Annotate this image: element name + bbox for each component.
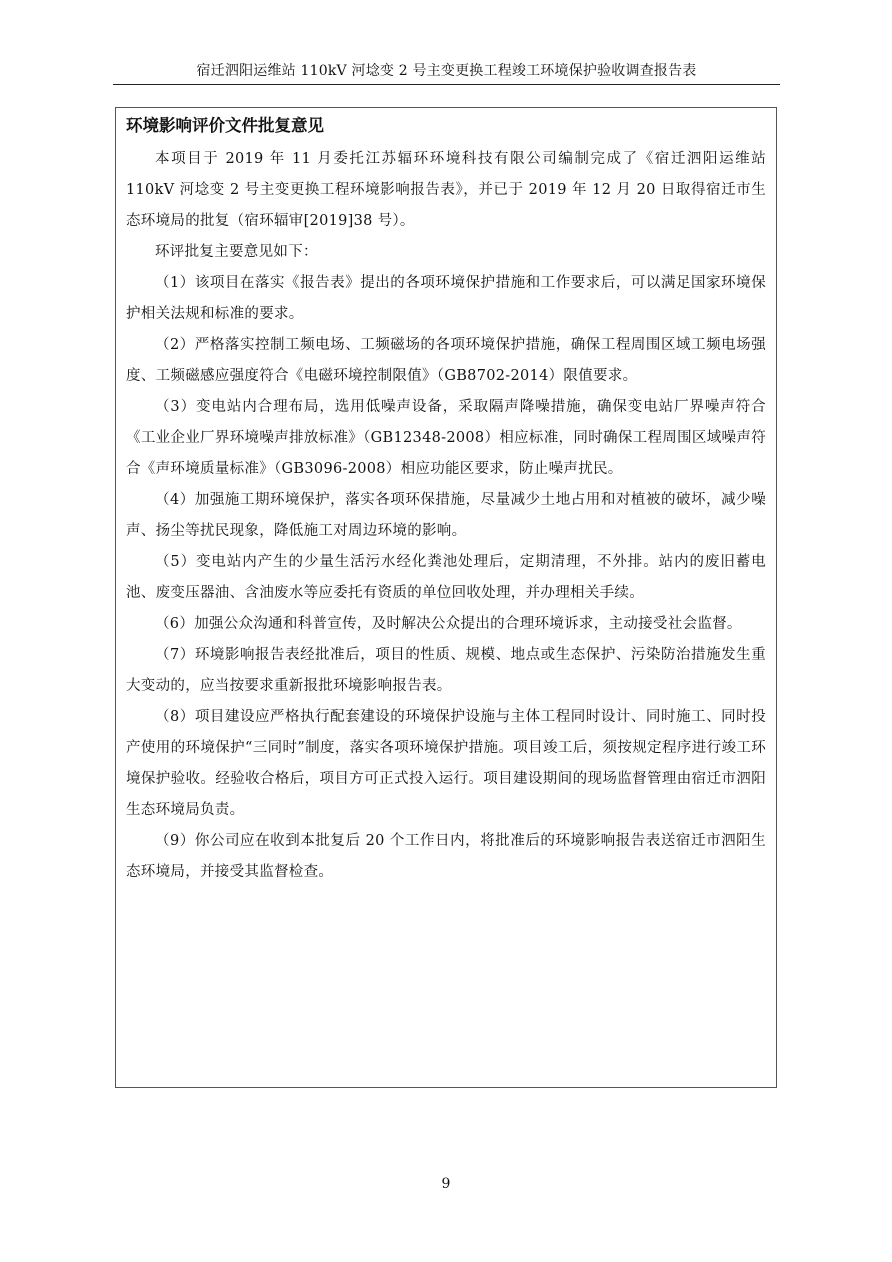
paragraph-item-8: （8）项目建设应严格执行配套建设的环境保护设施与主体工程同时设计、同时施工、同时投产使用的环境保护“三同时”制度，落实各项环境保护措施。项目竣工后，须按规定程序进行竣工环境保护验收。经验收合格后，项目方可正式投入运行。项目建设期间的现场监督管理由宿迁市泗阳生态环境局负责。 — [126, 709, 766, 818]
approval-opinion-box — [115, 107, 777, 1088]
page-header: 宿迁泗阳运维站 110kV 河埝变 2 号主变更换工程竣工环境保护验收调查报告表 — [113, 60, 780, 85]
page-number: 9 — [441, 1176, 451, 1192]
section-title: 环境影响评价文件批复意见 — [126, 116, 324, 135]
paragraph-item-4: （4）加强施工期环境保护，落实各项环保措施，尽量减少土地占用和对植被的破坏，减少噪声、扬尘等扰民现象，降低施工对周边环境的影响。 — [126, 492, 766, 539]
paragraph-item-3: （3）变电站内合理布局，选用低噪声设备，采取隔声降噪措施，确保变电站厂界噪声符合《工业企业厂界环境噪声排放标准》（GB12348-2008）相应标准，同时确保工程周围区域噪声符合《声环境质量标准》（GB3096-2008）相应功能区要求，防止噪声扰民。 — [126, 399, 766, 477]
paragraph-item-9: （9）你公司应在收到本批复后 20 个工作日内，将批准后的环境影响报告表送宿迁市泗阳生态环境局，并接受其监督检查。 — [126, 833, 766, 880]
paragraph-item-7: （7）环境影响报告表经批准后，项目的性质、规模、地点或生态保护、污染防治措施发生重大变动的，应当按要求重新报批环境影响报告表。 — [126, 647, 766, 694]
paragraph-item-2: （2）严格落实控制工频电场、工频磁场的各项环境保护措施，确保工程周围区域工频电场强度、工频磁感应强度符合《电磁环境控制限值》（GB8702-2014）限值要求。 — [126, 337, 766, 384]
paragraph-item-6: （6）加强公众沟通和科普宣传，及时解决公众提出的合理环境诉求，主动接受社会监督。 — [155, 616, 742, 632]
paragraph-item-5: （5）变电站内产生的少量生活污水经化粪池处理后，定期清理，不外排。站内的废旧蓄电池、废变压器油、含油废水等应委托有资质的单位回收处理，并办理相关手续。 — [126, 554, 766, 601]
paragraph-intro: 本项目于 2019 年 11 月委托江苏辐环环境科技有限公司编制完成了《宿迁泗阳运维站 110kV 河埝变 2 号主变更换工程环境影响报告表》，并已于 2019 年 12 月 20 日取得宿迁市生态环境局的批复（宿环辐审[2019]38 号）。 — [126, 151, 766, 229]
paragraph-item-1: （1）该项目在落实《报告表》提出的各项环境保护措施和工作要求后，可以满足国家环境保护相关法规和标准的要求。 — [126, 275, 766, 322]
paragraph-summary-lead: 环评批复主要意见如下： — [155, 244, 318, 260]
